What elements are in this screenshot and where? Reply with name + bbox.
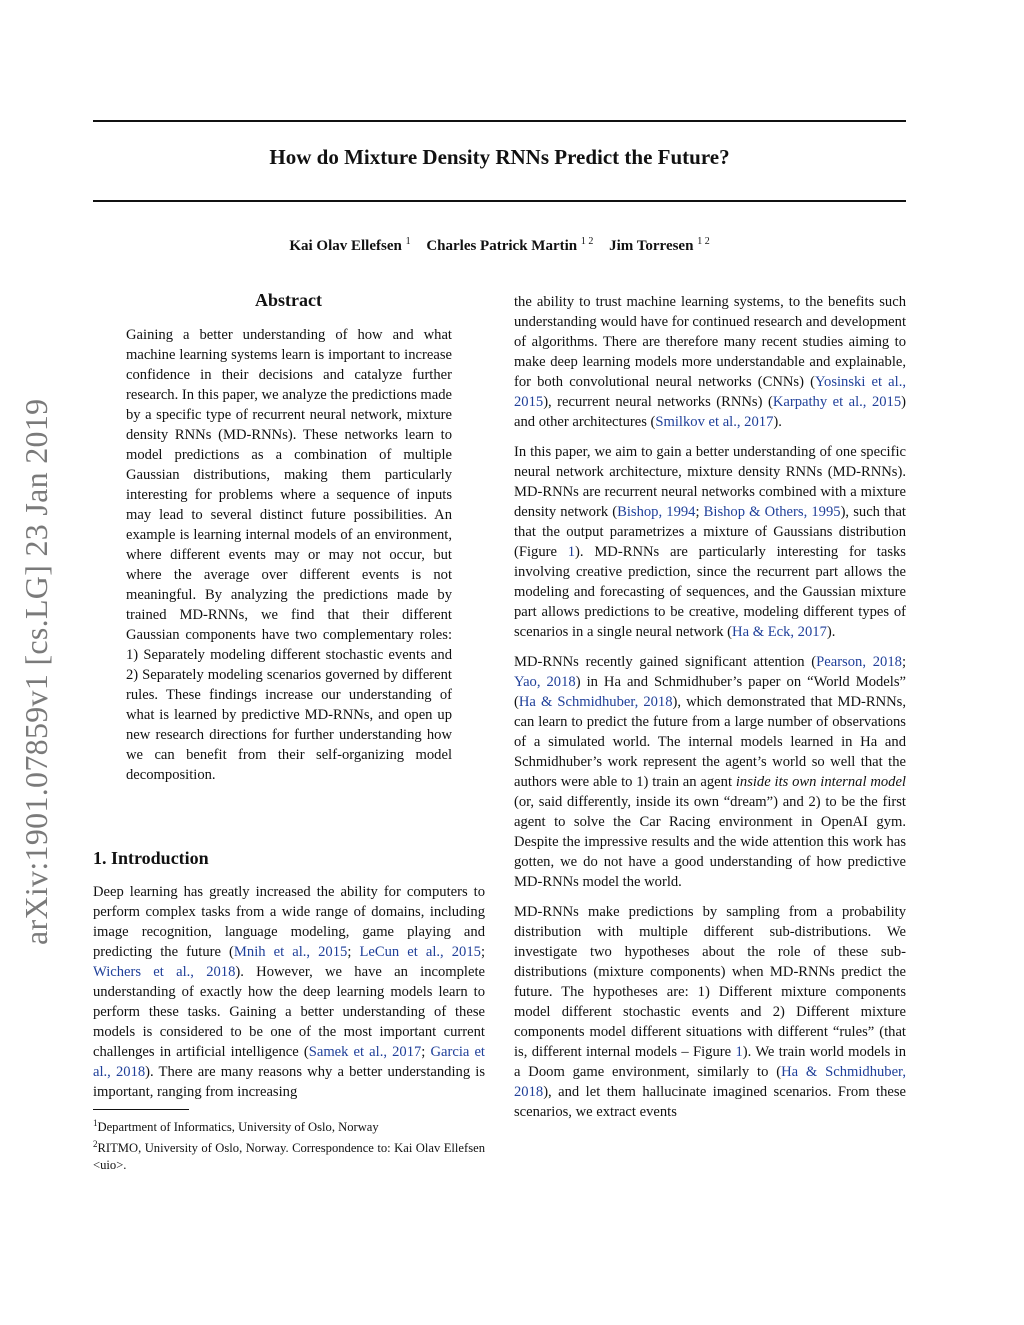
section-heading-introduction: 1. Introduction <box>93 848 209 868</box>
body-paragraph: In this paper, we aim to gain a better understanding of one specific neural network architecture, mixture density RNNs (MD-RNNs). MD-RNNs are recurrent neural networks combined with a mixture density network (Bishop, 1994; Bishop & Others, 1995), such that that the output parametrizes a mixture of Gaussians distribution (Figure 1). MD-RNNs are particularly interesting for tasks involving creative prediction, since the recurrent part allows the modeling and forecasting of sequences, and the Gaussian mixture part allows predictions to be creative, modeling different types of scenarios in a single neural network (Ha & Eck, 2017). <box>514 444 906 640</box>
abstract-text: Gaining a better understanding of how and what machine learning systems learn is important to increase confidence in their decisions and catalyze further research. In this paper, we analyze the predictions made by a specific type of recurrent neural network, mixture density RNNs (MD-RNNs). These networks learn to model predictions as a combination of multiple Gaussian distributions, making them particularly interesting for problems where a sequence of inputs may lead to several distinct future possibilities. An example is learning internal models of an environment, where different events may or may not occur, but where the average over different events is not meaningful. By analyzing the predictions made by trained MD-RNNs, we find that their different Gaussian components have two complementary roles: 1) Separately modeling different stochastic events and 2) Separately modeling scenarios governed by different rules. These findings increase our understanding of what is learned by predictive MD-RNNs, and open up new research directions for further understanding how we can benefit from their self-organizing model decomposition. <box>126 327 453 783</box>
right-column <box>514 292 906 1132</box>
author-list <box>93 236 906 255</box>
author: Kai Olav Ellefsen $^1$ <box>289 236 411 254</box>
citation-link[interactable]: Ha & Eck, 2017 <box>732 624 827 640</box>
title-bottom-rule <box>93 200 906 202</box>
emphasis: inside its own internal model <box>735 774 906 790</box>
figure-link[interactable]: 1 <box>567 544 576 560</box>
figure-link[interactable]: 1 <box>735 1044 743 1060</box>
author: Jim Torresen $^{1 2}$ <box>609 236 710 254</box>
arxiv-identifier: arXiv:1901.07859v1 [cs.LG] 23 Jan 2019 <box>18 398 54 945</box>
citation-link[interactable]: Bishop & Others, 1995 <box>703 504 841 520</box>
body-paragraph: MD-RNNs recently gained significant attention (Pearson, 2018; Yao, 2018) in Ha and Schmidhuber’s paper on “World Models” (Ha & Schmidhuber, 2018), which demonstrated that MD-RNNs, can learn to predict the future from a large number of observations of a simulated world. The internal models learned in Ha and Schmidhuber’s work represent the agent’s world so well that the authors were able to 1) train an agent inside its own internal model (or, said differently, inside its own “dream”) and 2) to be the first agent to solve the Car Racing environment in OpenAI gym. Despite the impressive results and the wide attention this work has gotten, we do not have a good understanding of how predictive MD-RNNs model the world. <box>514 654 906 890</box>
citation-link[interactable]: Pearson, 2018 <box>816 654 902 670</box>
body-paragraph: MD-RNNs make predictions by sampling from a probability distribution with multiple different sub-distributions. We investigate two hypotheses about the role of these sub-distributions (mixture components) when MD-RNNs predict the future. The hypotheses are: 1) Different mixture components model different stochastic events and 2) Different mixture components model different situations with different “rules” (that is, different internal models – Figure 1). We train world models in a Doom game environment, similarly to (Ha & Schmidhuber, 2018), and let them hallucinate imagined scenarios. From these scenarios, we extract events <box>514 904 907 1120</box>
citation-link[interactable]: Ha & Schmidhuber, 2018 <box>518 694 673 710</box>
body-paragraph: the ability to trust machine learning systems, to the benefits such understanding would have for continued research and development of algorithms. There are therefore many recent studies aiming to make deep learning models more understandable and explainable, for both convolutional neural networks (CNNs) (Yosinski et al., 2015), recurrent neural networks (RNNs) (Karpathy et al., 2015) and other architectures (Smilkov et al., 2017). <box>514 294 907 430</box>
citation-link[interactable]: Ha & Schmidhuber, 2018 <box>514 1064 906 1100</box>
citation-link[interactable]: Yao, 2018 <box>514 674 576 690</box>
title-top-rule <box>93 120 906 122</box>
citation-link[interactable]: Mnih et al., 2015 <box>233 944 348 960</box>
footnote-affiliation-1: $^1$Department of Informatics, University of Oslo, Norway <box>93 1118 379 1135</box>
citation-link[interactable]: Karpathy et al., 2015 <box>772 394 902 410</box>
footnote-affiliation-2: $^2$RITMO, University of Oslo, Norway. Correspondence to: Kai Olav Ellefsen <uio>. <box>93 1139 485 1173</box>
citation-link[interactable]: Samek et al., 2017 <box>308 1044 422 1060</box>
author: Charles Patrick Martin $^{1 2}$ <box>426 236 594 254</box>
citation-link[interactable]: Smilkov et al., 2017 <box>655 414 774 430</box>
citation-link[interactable]: Wichers et al., 2018 <box>93 964 236 980</box>
introduction-paragraph: Deep learning has greatly increased the ability for computers to perform complex tasks from a wide range of domains, including image recognition, language modeling, game playing and predicting the future (Mnih et al., 2015; LeCun et al., 2015; Wichers et al., 2018). However, we have an incomplete understanding of exactly how the deep learning models learn to perform these tasks. Gaining a better understanding of these models is considered to be one of the most important current challenges in artificial intelligence (Samek et al., 2017; Garcia et al., 2018). There are many reasons why a better understanding is important, ranging from increasing <box>93 884 486 1100</box>
citation-link[interactable]: Garcia et al., 2018 <box>93 1044 485 1080</box>
footnote-rule <box>93 1109 189 1110</box>
abstract-heading: Abstract <box>255 290 322 310</box>
citation-link[interactable]: Bishop, 1994 <box>617 504 696 520</box>
footnotes <box>93 1115 485 1174</box>
citation-link[interactable]: LeCun et al., 2015 <box>359 944 481 960</box>
citation-link[interactable]: Yosinski et al., 2015 <box>514 374 906 410</box>
paper-title: How do Mixture Density RNNs Predict the Future? <box>269 145 730 169</box>
